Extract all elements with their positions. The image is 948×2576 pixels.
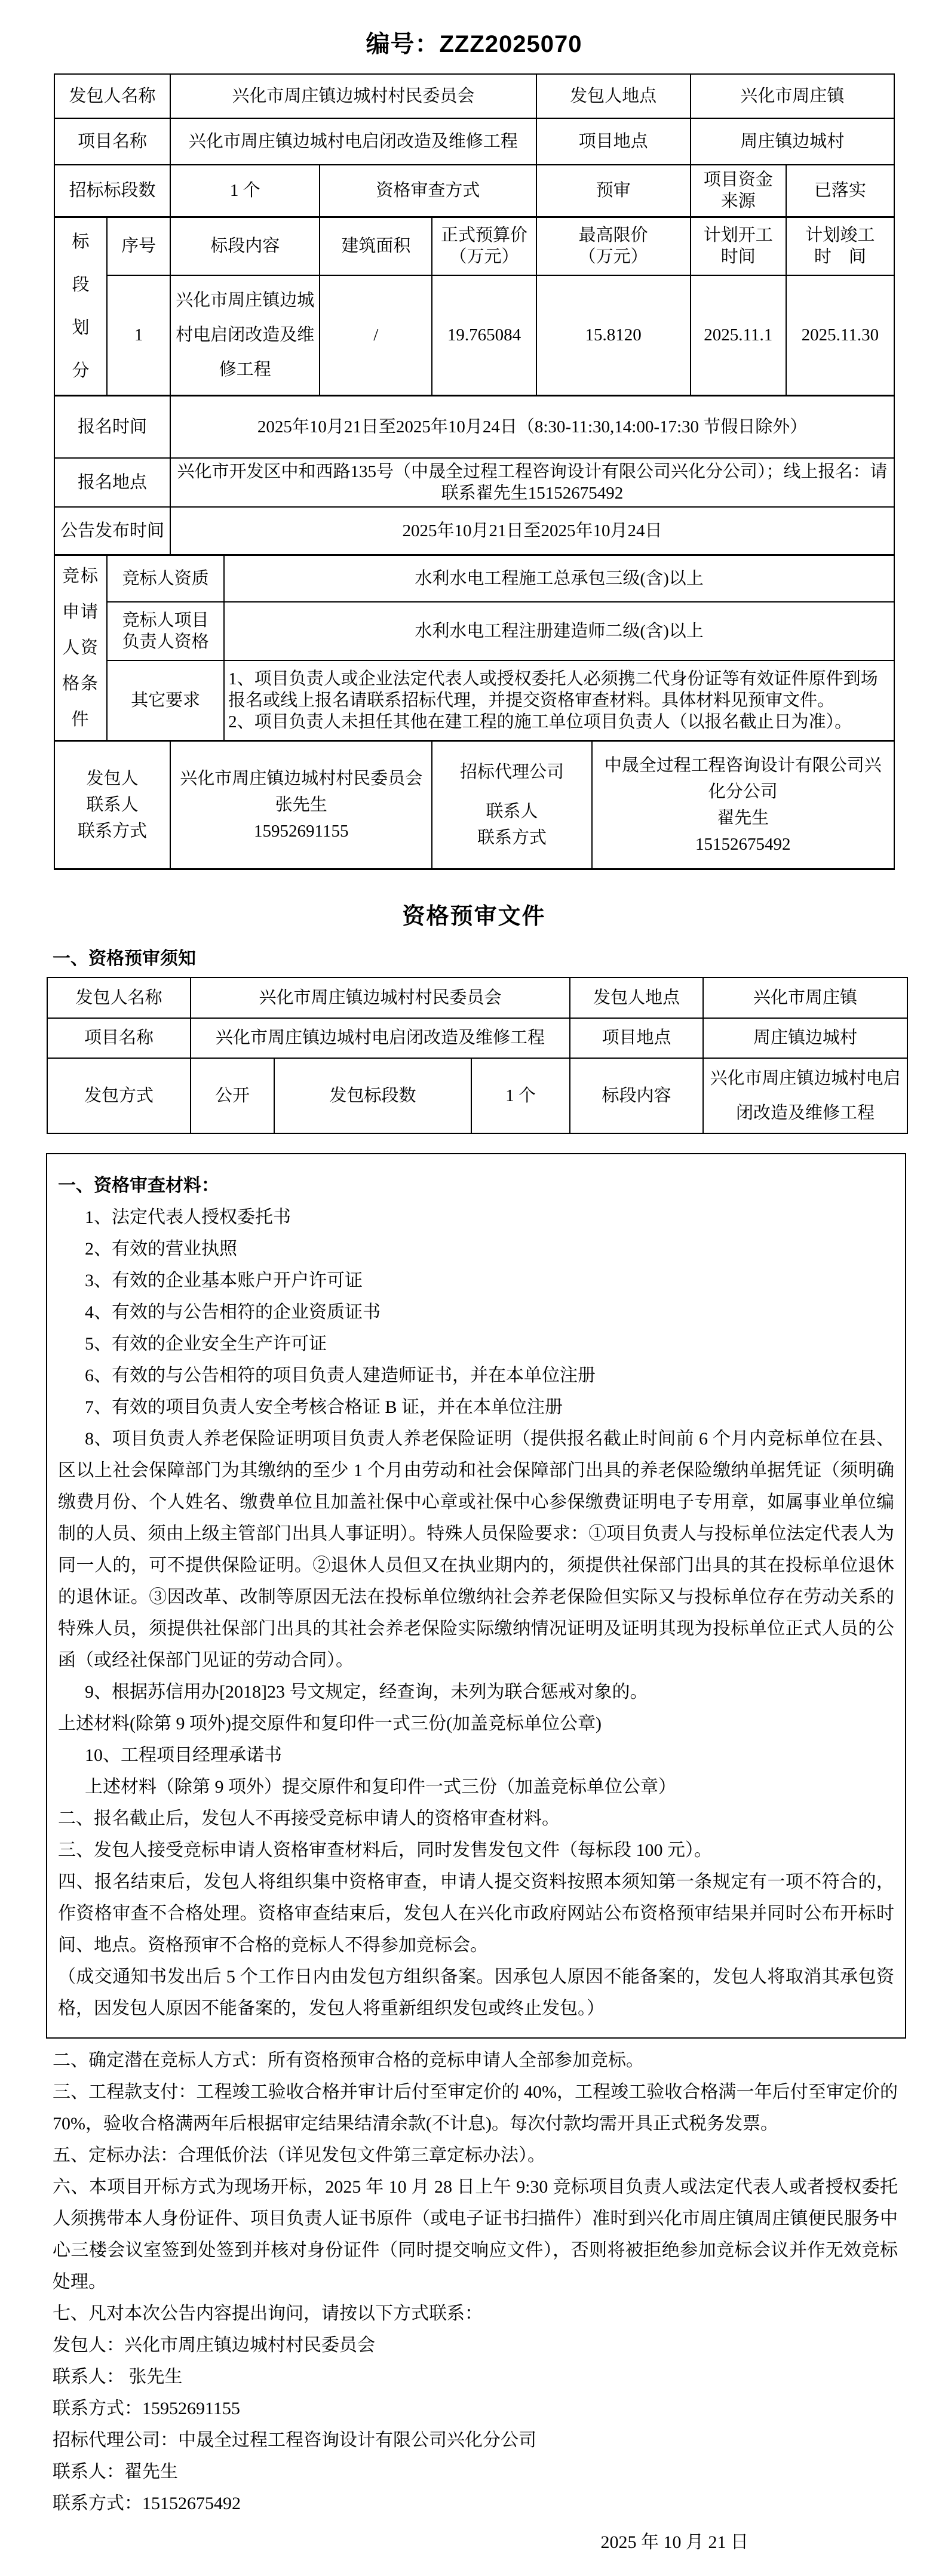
signup-place-value: 兴化市开发区中和西路135号（中晟全过程工程咨询设计有限公司兴化分公司）；线上报名：请联系翟先生15152675492 — [170, 458, 894, 507]
box-para-4: 四、报名结束后，发包人将组织集中资格审查，申请人提交资料按照本须知第一条规定有一项不符合的，作资格审查不合格处理。资格审查结束后，发包人在兴化市政府网站公布资格预审结果并同时公布开标时间、地点。资格预审不合格的竞标人不得参加竞标会。 — [58, 1871, 894, 1955]
other-requirements-value: 1、项目负责人或企业法定代表人或授权委托人必须携二代身份证等有效证件原件到场报名或线上报名请联系招标代理，并提交资格审查材料。具体材料见预审文件。 2、项目负责人未担任其他在建工程的施工单位项目负责人（以报名截止日为准）。 — [224, 660, 894, 740]
bidder-qualification-value: 水利水电工程施工总承包三级(含)以上 — [224, 555, 894, 602]
project-place-label: 项目地点 — [536, 118, 691, 165]
material-item-8: 8、项目负责人养老保险证明项目负责人养老保险证明（提供报名截止时间前 6 个月内竞标单位在县、区以上社会保障部门为其缴纳的至少 1 个月由劳动和社会保障部门出具的养老保险缴纳单据凭证（须明确缴费月份、个人姓名、缴费单位且加盖社保中心章或社保中心参保缴费证明电子专用章，如属事业单位编制的人员、须由上级主管部门出具人事证明）。特殊人员保险要求：①项目负责人与投标单位法定代表人为同一人的，可不提供保险证明。②退休人员但又在执业期内的，须提供社保部门出具的其在投标单位退休的退休证。③因改革、改制等原因无法在投标单位缴纳社会养老保险但实际又与投标单位存在劳动关系的特殊人员，须提供社保部门出具的其社会养老保险实际缴纳情况证明及证明其现为投标单位正式人员的公函（或经社保部门见证的劳动合同）。 — [58, 1428, 894, 1670]
section-content-label-2: 标段内容 — [570, 1058, 703, 1133]
project-name-value-2: 兴化市周庄镇边城村电启闭改造及维修工程 — [191, 1018, 570, 1058]
qualification-materials-box — [46, 1153, 906, 2039]
project-name-label-2: 项目名称 — [47, 1018, 191, 1058]
fund-source-value: 已落实 — [786, 165, 894, 217]
manager-qualification-label: 竞标人项目 负责人资格 — [107, 602, 224, 660]
agent-contact-value: 中晟全过程工程咨询设计有限公司兴化分公司 翟先生 15152675492 — [592, 740, 894, 869]
owner-name-value: 兴化市周庄镇边城村村民委员会 — [170, 74, 536, 118]
issue-sections-value: 1 个 — [471, 1058, 570, 1133]
review-method-label: 资格审查方式 — [320, 165, 536, 217]
row-section-header — [54, 217, 894, 275]
review-method-value: 预审 — [536, 165, 691, 217]
material-item-3: 3、有效的企业基本账户开户许可证 — [85, 1270, 363, 1290]
material-item-6: 6、有效的与公告相符的项目负责人建造师证书，并在本单位注册 — [85, 1365, 596, 1385]
row2-project-name — [47, 1018, 907, 1058]
materials-note-9: 上述材料(除第 9 项外)提交原件和复印件一式三份(加盖竞标单位公章) — [58, 1713, 602, 1733]
owner-contact-label: 发包人 联系人 联系方式 — [54, 740, 170, 869]
materials-note-10: 上述材料（除第 9 项外）提交原件和复印件一式三份（加盖竞标单位公章） — [85, 1776, 676, 1797]
section-no: 1 — [107, 275, 170, 395]
material-item-2: 2、有效的营业执照 — [85, 1238, 237, 1259]
section-count-value: 1 个 — [170, 165, 320, 217]
contact-person-1: 联系人： 张先生 — [53, 2366, 183, 2387]
manager-qualification-value: 水利水电工程注册建造师二级(含)以上 — [224, 602, 894, 660]
row-contacts — [54, 740, 894, 869]
issue-method-label: 发包方式 — [47, 1058, 191, 1133]
row-section-data — [54, 275, 894, 395]
section-heading-prequalification-notice: 一、资格预审须知 — [53, 948, 196, 969]
project-place-value-2: 周庄镇边城村 — [703, 1018, 907, 1058]
section-area: / — [320, 275, 432, 395]
agent-contact-label: 招标代理公司 联系人 联系方式 — [432, 740, 591, 869]
row-project-name — [54, 118, 894, 165]
row-bid-sections — [54, 165, 894, 217]
para-award-method: 五、定标办法：合理低价法（详见发包文件第三章定标办法）。 — [53, 2145, 545, 2165]
col-no-header: 序号 — [107, 217, 170, 275]
material-item-10: 10、工程项目经理承诺书 — [85, 1745, 282, 1765]
owner-contact-value: 兴化市周庄镇边城村村民委员会 张先生 15952691155 — [170, 740, 432, 869]
section-count-label: 招标标段数 — [54, 165, 170, 217]
row-announce-time — [54, 507, 894, 555]
row2-issue-method — [47, 1058, 907, 1133]
section-cap: 15.8120 — [536, 275, 691, 395]
owner-place-label: 发包人地点 — [536, 74, 691, 118]
signup-place-label: 报名地点 — [54, 458, 170, 507]
col-start-header: 计划开工 时间 — [691, 217, 786, 275]
box-heading: 一、资格审查材料： — [58, 1175, 219, 1195]
notice-clauses — [53, 2045, 898, 2558]
owner-place-label-2: 发包人地点 — [570, 977, 703, 1018]
col-finish-header: 计划竣工 时 间 — [786, 217, 894, 275]
doc-number: 编号：ZZZ2025070 — [366, 31, 582, 57]
owner-name-value-2: 兴化市周庄镇边城村村民委员会 — [191, 977, 570, 1018]
material-item-7: 7、有效的项目负责人安全考核合格证 B 证，并在本单位注册 — [85, 1397, 563, 1417]
owner-place-value: 兴化市周庄镇 — [691, 74, 894, 118]
para-potential-bidders: 二、确定潜在竞标人方式：所有资格预审合格的竞标申请人全部参加竞标。 — [53, 2050, 644, 2070]
col-area-header: 建筑面积 — [320, 217, 432, 275]
announce-time-value: 2025年10月21日至2025年10月24日 — [170, 507, 894, 555]
para-contact-intro: 七、凡对本次公告内容提出询问，请按以下方式联系： — [53, 2303, 483, 2323]
project-info-table — [47, 977, 908, 1134]
material-item-9: 9、根据苏信用办[2018]23 号文规定，经查询，未列为联合惩戒对象的。 — [85, 1682, 648, 1702]
project-name-value: 兴化市周庄镇边城村电启闭改造及维修工程 — [170, 118, 536, 165]
row-owner-name — [54, 74, 894, 118]
row-qualification-3 — [54, 660, 894, 740]
qualification-group-label: 竞标 申请 人资 格条 件 — [54, 555, 107, 740]
contact-person-2: 联系人：翟先生 — [53, 2461, 178, 2482]
contact-phone-1: 联系方式：15952691155 — [53, 2398, 240, 2418]
announce-time-label: 公告发布时间 — [54, 507, 170, 555]
col-cap-header: 最高限价 （万元） — [536, 217, 691, 275]
issue-method-value: 公开 — [191, 1058, 274, 1133]
owner-name-label: 发包人名称 — [54, 74, 170, 118]
doc-date: 2025 年 10 月 21 日 — [600, 2532, 748, 2552]
contact-owner: 发包人：兴化市周庄镇边城村村民委员会 — [53, 2335, 375, 2355]
fund-source-label: 项目资金 来源 — [691, 165, 786, 217]
signup-time-value: 2025年10月21日至2025年10月24日（8:30-11:30,14:00-17:30 节假日除外） — [170, 395, 894, 458]
row-qualification-1 — [54, 555, 894, 602]
owner-name-label-2: 发包人名称 — [47, 977, 191, 1018]
other-requirements-label: 其它要求 — [107, 660, 224, 740]
section-start: 2025.11.1 — [691, 275, 786, 395]
section-content-value-2: 兴化市周庄镇边城村电启闭改造及维修工程 — [703, 1058, 907, 1133]
row-signup-time — [54, 395, 894, 458]
issue-sections-label: 发包标段数 — [274, 1058, 471, 1133]
section-content: 兴化市周庄镇边城村电启闭改造及维修工程 — [170, 275, 320, 395]
box-para-record: （成交通知书发出后 5 个工作日内由发包方组织备案。因承包人原因不能备案的，发包人将取消其承包资格，因发包人原因不能备案的，发包人将重新组织发包或终止发包。） — [58, 1966, 894, 2018]
project-place-label-2: 项目地点 — [570, 1018, 703, 1058]
para-payment: 三、工程款支付：工程竣工验收合格并审计后付至审定价的 40%，工程竣工验收合格满一年后付至审定价的 70%，验收合格满两年后根据审定结果结清余款(不计息)。每次付款均需开具正式税务发票。 — [53, 2082, 898, 2134]
owner-place-value-2: 兴化市周庄镇 — [703, 977, 907, 1018]
box-para-2: 二、报名截止后，发包人不再接受竞标申请人的资格审查材料。 — [58, 1808, 560, 1828]
col-content-header: 标段内容 — [170, 217, 320, 275]
signup-time-label: 报名时间 — [54, 395, 170, 458]
para-bid-opening: 六、本项目开标方式为现场开标，2025 年 10 月 28 日上午 9:30 竞标项目负责人或法定代表人或者授权委托人须携带本人身份证件、项目负责人证书原件（或电子证书扫描件）准时到兴化市周庄镇周庄镇便民服务中心三楼会议室签到处签到并核对身份证件（同时提交响应文件），否则将被拒绝参加竞标会议并作无效竞标处理。 — [53, 2177, 898, 2292]
project-place-value: 周庄镇边城村 — [691, 118, 894, 165]
material-item-1: 1、法定代表人授权委托书 — [85, 1207, 291, 1227]
section-budget: 19.765084 — [432, 275, 536, 395]
box-para-3: 三、发包人接受竞标申请人资格审查材料后，同时发售发包文件（每标段 100 元）。 — [58, 1840, 712, 1860]
col-budget-header: 正式预算价 （万元） — [432, 217, 536, 275]
section-division-label: 标 段 划 分 — [54, 217, 107, 395]
section-finish: 2025.11.30 — [786, 275, 894, 395]
material-item-4: 4、有效的与公告相符的企业资质证书 — [85, 1302, 381, 1322]
row2-owner-name — [47, 977, 907, 1018]
contact-phone-2: 联系方式：15152675492 — [53, 2493, 241, 2513]
row-qualification-2 — [54, 602, 894, 660]
document-title: 资格预审文件 — [402, 903, 546, 929]
bidder-qualification-label: 竞标人资质 — [107, 555, 224, 602]
prequalification-summary-table — [54, 73, 895, 870]
project-name-label: 项目名称 — [54, 118, 170, 165]
material-item-5: 5、有效的企业安全生产许可证 — [85, 1333, 327, 1354]
contact-agent: 招标代理公司：中晟全过程工程咨询设计有限公司兴化分公司 — [53, 2430, 536, 2450]
row-signup-place — [54, 458, 894, 507]
